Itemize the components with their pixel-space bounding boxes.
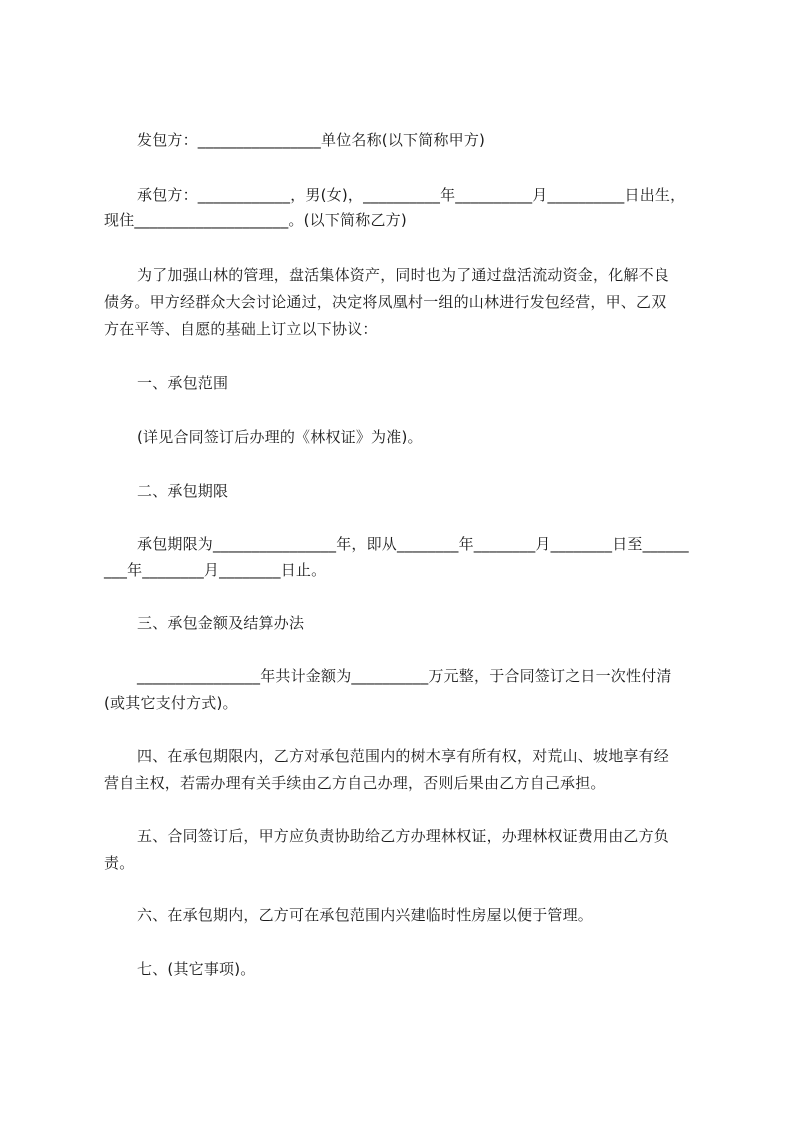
section-3-line-1: ________________年共计金额为__________万元整，于合同签订之日一次性付清 [137, 667, 672, 685]
preamble-line-3: 方在平等、自愿的基础上订立以下协议： [104, 320, 378, 338]
party-b-line-2: 现住____________________。(以下简称乙方) [104, 211, 407, 229]
section-2-title: 二、承包期限 [137, 482, 229, 500]
section-7: 七、(其它事项)。 [137, 960, 256, 978]
section-2-line-2: ___年________月________日止。 [104, 561, 327, 579]
preamble-line-1: 为了加强山林的管理，盘活集体资产，同时也为了通过盘活流动资金，化解不良 [137, 266, 670, 284]
party-b-line-1: 承包方：____________，男(女)，__________年__________月__________日出生， [137, 186, 686, 204]
section-1-body: (详见合同签订后办理的《林权证》为准)。 [137, 428, 423, 446]
section-5-line-1: 五、合同签订后，甲方应负责协助给乙方办理林权证，办理林权证费用由乙方负 [137, 827, 670, 845]
section-2-line-1: 承包期限为________________年，即从________年________月________日至______ [137, 535, 689, 553]
section-1-title: 一、承包范围 [137, 374, 229, 392]
party-a-line: 发包方：________________单位名称(以下简称甲方) [137, 131, 486, 149]
section-4-line-1: 四、在承包期限内，乙方对承包范围内的树木享有所有权，对荒山、坡地享有经 [137, 747, 670, 765]
section-6: 六、在承包期内，乙方可在承包范围内兴建临时性房屋以便于管理。 [137, 906, 594, 924]
section-4-line-2: 营自主权，若需办理有关手续由乙方自己办理，否则后果由乙方自己承担。 [104, 774, 606, 792]
section-3-line-2: (或其它支付方式)。 [104, 694, 238, 712]
section-3-title: 三、承包金额及结算办法 [137, 614, 305, 632]
preamble-line-2: 债务。甲方经群众大会讨论通过，决定将凤凰村一组的山林进行发包经营，甲、乙双 [104, 293, 667, 311]
section-5-line-2: 责。 [104, 854, 135, 872]
